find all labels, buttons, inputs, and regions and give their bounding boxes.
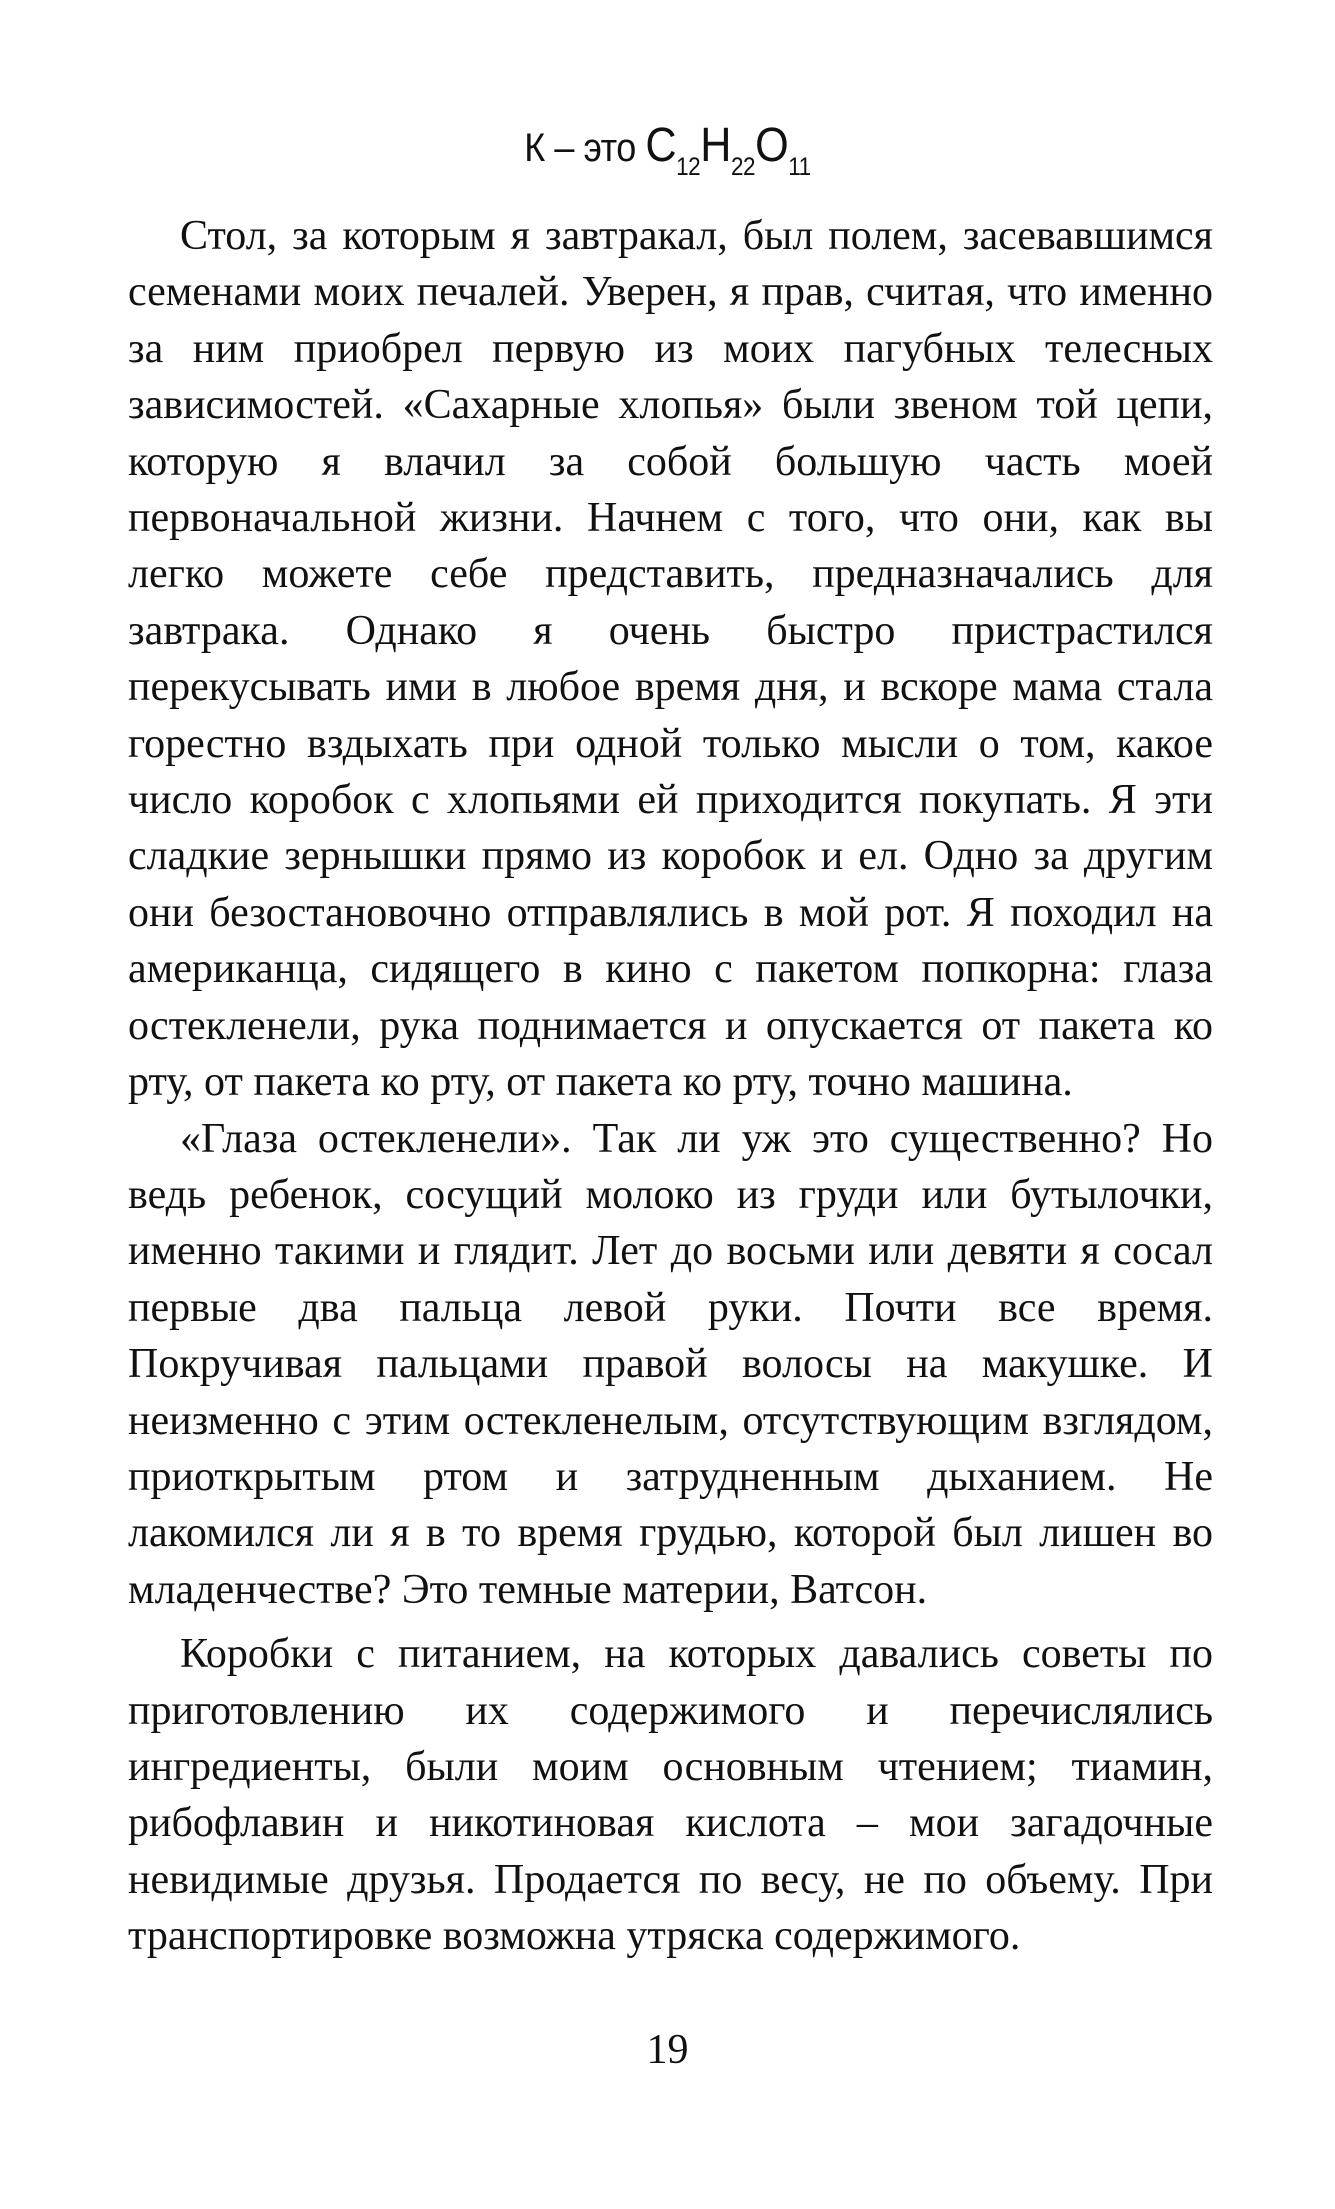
body-text (128, 208, 1213, 1965)
formula-c: C (645, 119, 677, 172)
formula-h: H (700, 119, 731, 172)
paragraph-2: «Глаза остекленели». Так ли уж это существенно? Но ведь ребенок, сосущий молоко из груди или бутылочки, именно такими и глядит. Лет до восьми или девяти я сосал первые два пальца левой руки. Почти все время. Покручивая пальцами правой волосы на макушке. И неизменно с этим остекленелым, отсутствующим взглядом, приоткрытым ртом и затрудненным дыханием. Не лакомился ли я в то время грудью, которой был лишен во младенчестве? Это темные материи, Ватсон. (128, 1115, 1213, 1613)
paragraph-1: Стол, за которым я завтракал, был полем, засевавшимся семенами моих печалей. Уверен, я прав, считая, что именно за ним приобрел первую из моих пагубных телесных зависимостей. «Сахарные хлопья» были звеном той цепи, которую я влачил за собой большую часть моей первоначальной жизни. Начнем с того, что они, как вы легко можете себе представить, предназначались для завтрака. Однако я очень быстро пристрастился перекусывать ими в любое время дня, и вскоре мама стала горестно вздыхать при одной только мысли о том, какое число коробок с хлопьями ей приходится покупать. Я эти сладкие зернышки прямо из коробок и ел. Одно за другим они безостановочно отправлялись в мой рот. Я походил на американца, сидящего в кино с пакетом попкорна: глаза остекленели, рука поднимается и опускается от пакета ко рту, от пакета ко рту, от пакета ко рту, точно машина. (128, 213, 1213, 1106)
page-number: 19 (646, 2027, 689, 2073)
formula-o-subscript: 11 (788, 153, 811, 181)
running-head-prefix: К – это (524, 126, 646, 170)
paragraph-3: Коробки с питанием, на которых давались советы по приготовлению их содержимого и перечислялись ингредиенты, были моим основным чтением; тиамин, рибофлавин и никотиновая кислота – мои загадочные невидимые друзья. Продается по весу, не по объему. При транспортировке возможна утряска содержимого. (128, 1631, 1213, 1960)
formula-o: O (755, 119, 789, 172)
formula-c-subscript: 12 (676, 153, 701, 181)
formula-h-subscript: 22 (730, 153, 756, 181)
running-head (67, 116, 1269, 183)
